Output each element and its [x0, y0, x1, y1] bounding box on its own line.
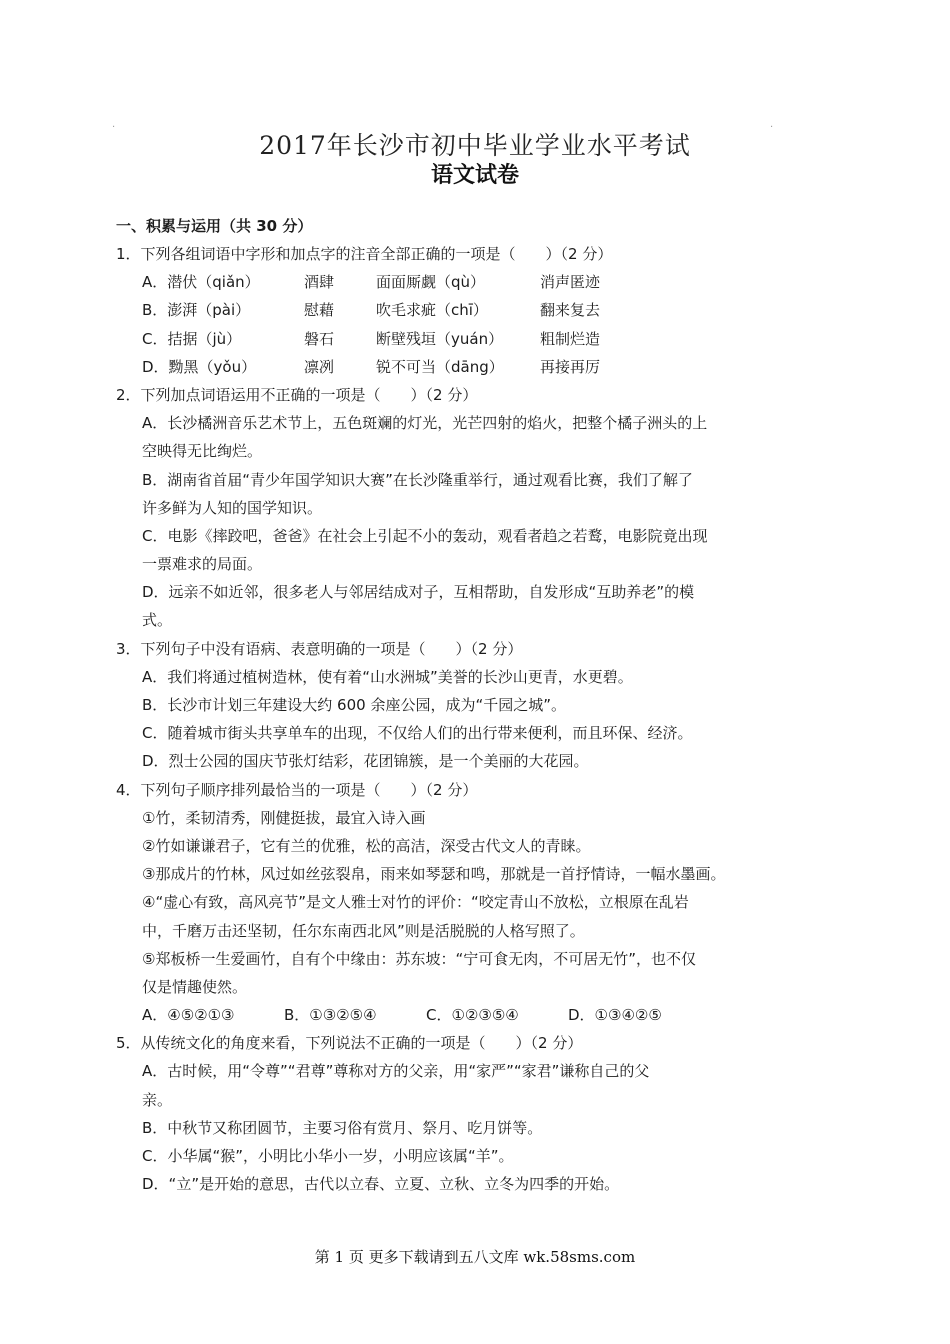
question-3-option-d: D．烈士公园的国庆节张灯结彩，花团锦簇，是一个美丽的大花园。	[142, 752, 589, 771]
choice-a: A．④⑤②①③	[142, 1006, 235, 1025]
option-word: 磐石	[304, 329, 335, 348]
question-2-option-d: D．远亲不如近邻，很多老人与邻居结成对子，互相帮助，自发形成“互助养老”的模	[142, 583, 695, 602]
option-word: 粗制烂造	[540, 329, 601, 348]
question-4-stem: 4．下列句子顺序排列最恰当的一项是（ ）（2 分）	[116, 780, 478, 799]
option-word: 吹毛求疵（chī）	[376, 301, 488, 320]
exam-subtitle: 语文试卷	[430, 163, 519, 188]
question-1-option-b	[116, 296, 776, 324]
page-footer: 第 1 页 更多下载请到五八文库 wk.58sms.com	[314, 1248, 636, 1266]
question-2-option-b-cont: 许多鲜为人知的国学知识。	[142, 498, 323, 517]
question-4-choices	[116, 1001, 776, 1029]
scan-mark-left: ·	[112, 122, 116, 133]
question-3-stem: 3．下列句子中没有语病、表意明确的一项是（ ）（2 分）	[116, 639, 523, 658]
question-5-option-c: C．小华属“猴”，小明比小华小一岁，小明应该属“羊”。	[142, 1147, 514, 1165]
question-1-stem: 1．下列各组词语中字形和加点字的注音全部正确的一项是（ ）（2 分）	[116, 245, 613, 263]
question-2-option-c: C．电影《摔跤吧，爸爸》在社会上引起不小的轰动，观看者趋之若鹜，电影院竟出现	[142, 526, 708, 545]
question-4-sentence-5-cont: 仅是情趣使然。	[142, 977, 248, 996]
choice-d: D．①③④②⑤	[568, 1006, 662, 1025]
choice-b: B．①③②⑤④	[284, 1006, 377, 1025]
option-word: 锐不可当（dāng）	[376, 357, 504, 376]
question-1-option-a	[116, 268, 776, 296]
question-5-option-a: A．古时候，用“令尊”“君尊”尊称对方的父亲，用“家严”“家君”谦称自己的父	[142, 1062, 650, 1081]
question-4-sentence-1: ①竹，柔韧清秀，刚健挺拔，最宜入诗入画	[142, 808, 426, 827]
question-2-option-d-cont: 式。	[142, 611, 173, 630]
section-heading: 一、积累与运用（共 30 分）	[116, 217, 313, 235]
question-2-stem: 2．下列加点词语运用不正确的一项是（ ）（2 分）	[116, 385, 478, 404]
question-5-option-d: D．“立”是开始的意思，古代以立春、立夏、立秋、立冬为四季的开始。	[142, 1175, 620, 1194]
question-2-option-a-cont: 空映得无比绚烂。	[142, 442, 263, 461]
question-2-option-c-cont: 一票难求的局面。	[142, 555, 263, 574]
option-word: 再接再厉	[540, 357, 601, 376]
question-1-option-d	[116, 353, 776, 381]
option-word: 凛冽	[304, 357, 335, 376]
question-3-option-b: B．长沙市计划三年建设大约 600 余座公园，成为“千园之城”。	[142, 696, 567, 714]
question-4-sentence-5: ⑤郑板桥一生爱画竹，自有个中缘由：苏东坡：“宁可食无肉，不可居无竹”，也不仅	[142, 949, 696, 968]
question-4-sentence-4-cont: 中，千磨万击还坚韧，任尔东南西北风”则是活脱脱的人格写照了。	[142, 921, 585, 940]
question-4-sentence-3: ③那成片的竹林，风过如丝弦裂帛，雨来如琴瑟和鸣，那就是一首抒情诗，一幅水墨画。	[142, 865, 726, 884]
question-1-option-c	[116, 325, 776, 353]
scan-mark-right: ·	[770, 122, 774, 133]
question-5-option-a-cont: 亲。	[142, 1090, 173, 1109]
exam-content	[116, 212, 776, 1198]
question-4-sentence-4: ④“虚心有致，高风亮节”是文人雅士对竹的评价：“咬定青山不放松，立根原在乱岩	[142, 893, 689, 912]
question-5-stem: 5．从传统文化的角度来看，下列说法不正确的一项是（ ）（2 分）	[116, 1034, 583, 1053]
option-word: A．潜伏（qiǎn）	[142, 273, 260, 292]
exam-title: 2017年长沙市初中毕业学业水平考试	[259, 131, 691, 160]
option-word: 酒肆	[304, 273, 335, 292]
question-3-option-c: C．随着城市街头共享单车的出现，不仅给人们的出行带来便利，而且环保、经济。	[142, 724, 693, 743]
question-2-option-b: B．湖南省首届“青少年国学知识大赛”在长沙隆重举行，通过观看比赛，我们了解了	[142, 470, 693, 489]
question-5-option-b: B．中秋节又称团圆节，主要习俗有赏月、祭月、吃月饼等。	[142, 1118, 543, 1137]
question-2-option-a: A．长沙橘洲音乐艺术节上，五色斑斓的灯光，光芒四射的焰火，把整个橘子洲头的上	[142, 414, 708, 433]
choice-c: C．①②③⑤④	[426, 1006, 519, 1025]
question-3-option-a: A．我们将通过植树造林，使有着“山水洲城”美誉的长沙山更青，水更碧。	[142, 667, 633, 686]
option-word: 慰藉	[304, 301, 335, 320]
option-word: 消声匿迹	[540, 273, 601, 292]
question-4-sentence-2: ②竹如谦谦君子，它有兰的优雅，松的高洁，深受古代文人的青睐。	[142, 836, 591, 855]
option-word: C．拮据（jù）	[142, 329, 242, 348]
option-word: 翻来复去	[540, 301, 601, 320]
option-word: 断壁残垣（yuán）	[376, 329, 504, 348]
option-word: B．澎湃（pài）	[142, 301, 251, 320]
option-word: 面面厮觑（qù）	[376, 273, 486, 292]
option-word: D．黝黑（yǒu）	[142, 357, 257, 376]
